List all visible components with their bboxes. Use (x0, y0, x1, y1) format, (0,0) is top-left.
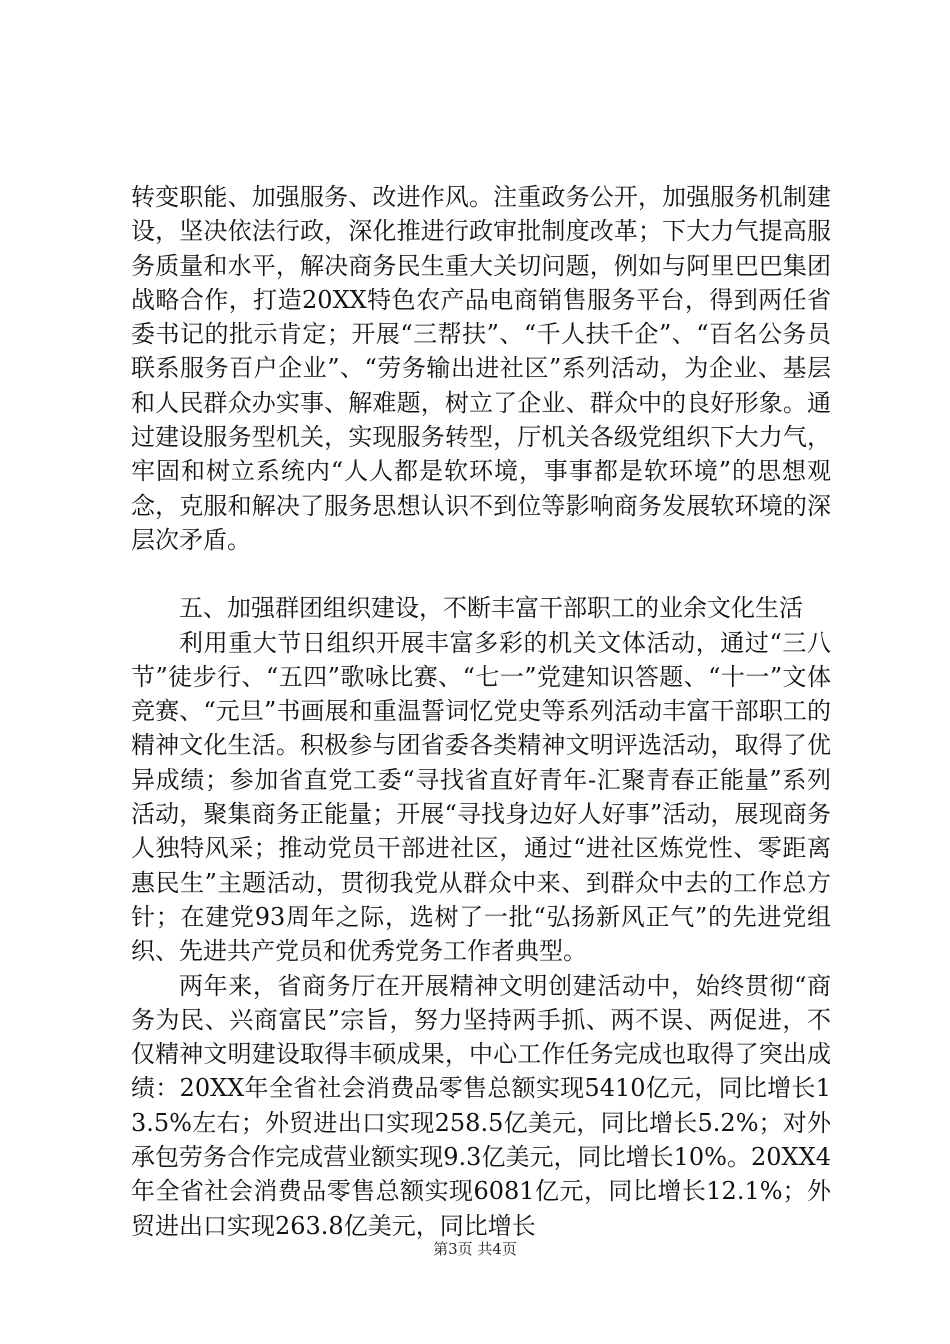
document-body (131, 180, 831, 1243)
paragraph-service-reform: 转变职能、加强服务、改进作风。注重政务公开，加强服务机制建设，坚决依法行政，深化推进行政审批制度改革；下大力气提高服务质量和水平，解决商务民生重大关切问题，例如与阿里巴巴集团战略合作，打造20XX特色农产品电商销售服务平台，得到两任省委书记的批示肯定；开展“三帮扶”、“千人扶千企”、“百名公务员联系服务百户企业”、“劳务输出进社区”系列活动，为企业、基层和人民群众办实事、解难题，树立了企业、群众中的良好形象。通过建设服务型机关，实现服务转型，厅机关各级党组织下大力气，牢固和树立系统内“人人都是软环境，事事都是软环境”的思想观念，克服和解决了服务思想认识不到位等影响商务发展软环境的深层次矛盾。 (131, 183, 831, 554)
section-heading-five: 五、加强群团组织建设，不断丰富干部职工的业余文化生活 (179, 594, 803, 623)
paragraph-cultural-activities: 利用重大节日组织开展丰富多彩的机关文体活动，通过“三八节”徒步行、“五四”歌咏比赛、“七一”党建知识答题、“十一”文体竞赛、“元旦”书画展和重温誓词忆党史等系列活动丰富干部职工的精神文化生活。积极参与团省委各类精神文明评选活动，取得了优异成绩；参加省直党工委“寻找省直好青年-汇聚青春正能量”系列活动，聚集商务正能量；开展“寻找身边好人好事”活动，展现商务人独特风采；推动党员干部进社区，通过“进社区炼党性、零距离惠民生”主题活动，贯彻我党从群众中来、到群众中去的工作总方针；在建党93周年之际，选树了一批“弘扬新风正气”的先进党组织、先进共产党员和优秀党务工作者典型。 (131, 628, 831, 966)
paragraph-achievements: 两年来，省商务厅在开展精神文明创建活动中，始终贯彻“商务为民、兴商富民”宗旨，努力坚持两手抓、两不误、两促进，不仅精神文明建设取得丰硕成果，中心工作任务完成也取得了突出成绩：20XX年全省社会消费品零售总额实现5410亿元，同比增长13.5%左右；外贸进出口实现258.5亿美元，同比增长5.2%；对外承包劳务合作完成营业额实现9.3亿美元，同比增长10%。20XX4年全省社会消费品零售总额实现6081亿元，同比增长12.1%；外贸进出口实现263.8亿美元，同比增长 (131, 971, 831, 1240)
page-footer: 第3页 共4页 (433, 1240, 517, 1258)
